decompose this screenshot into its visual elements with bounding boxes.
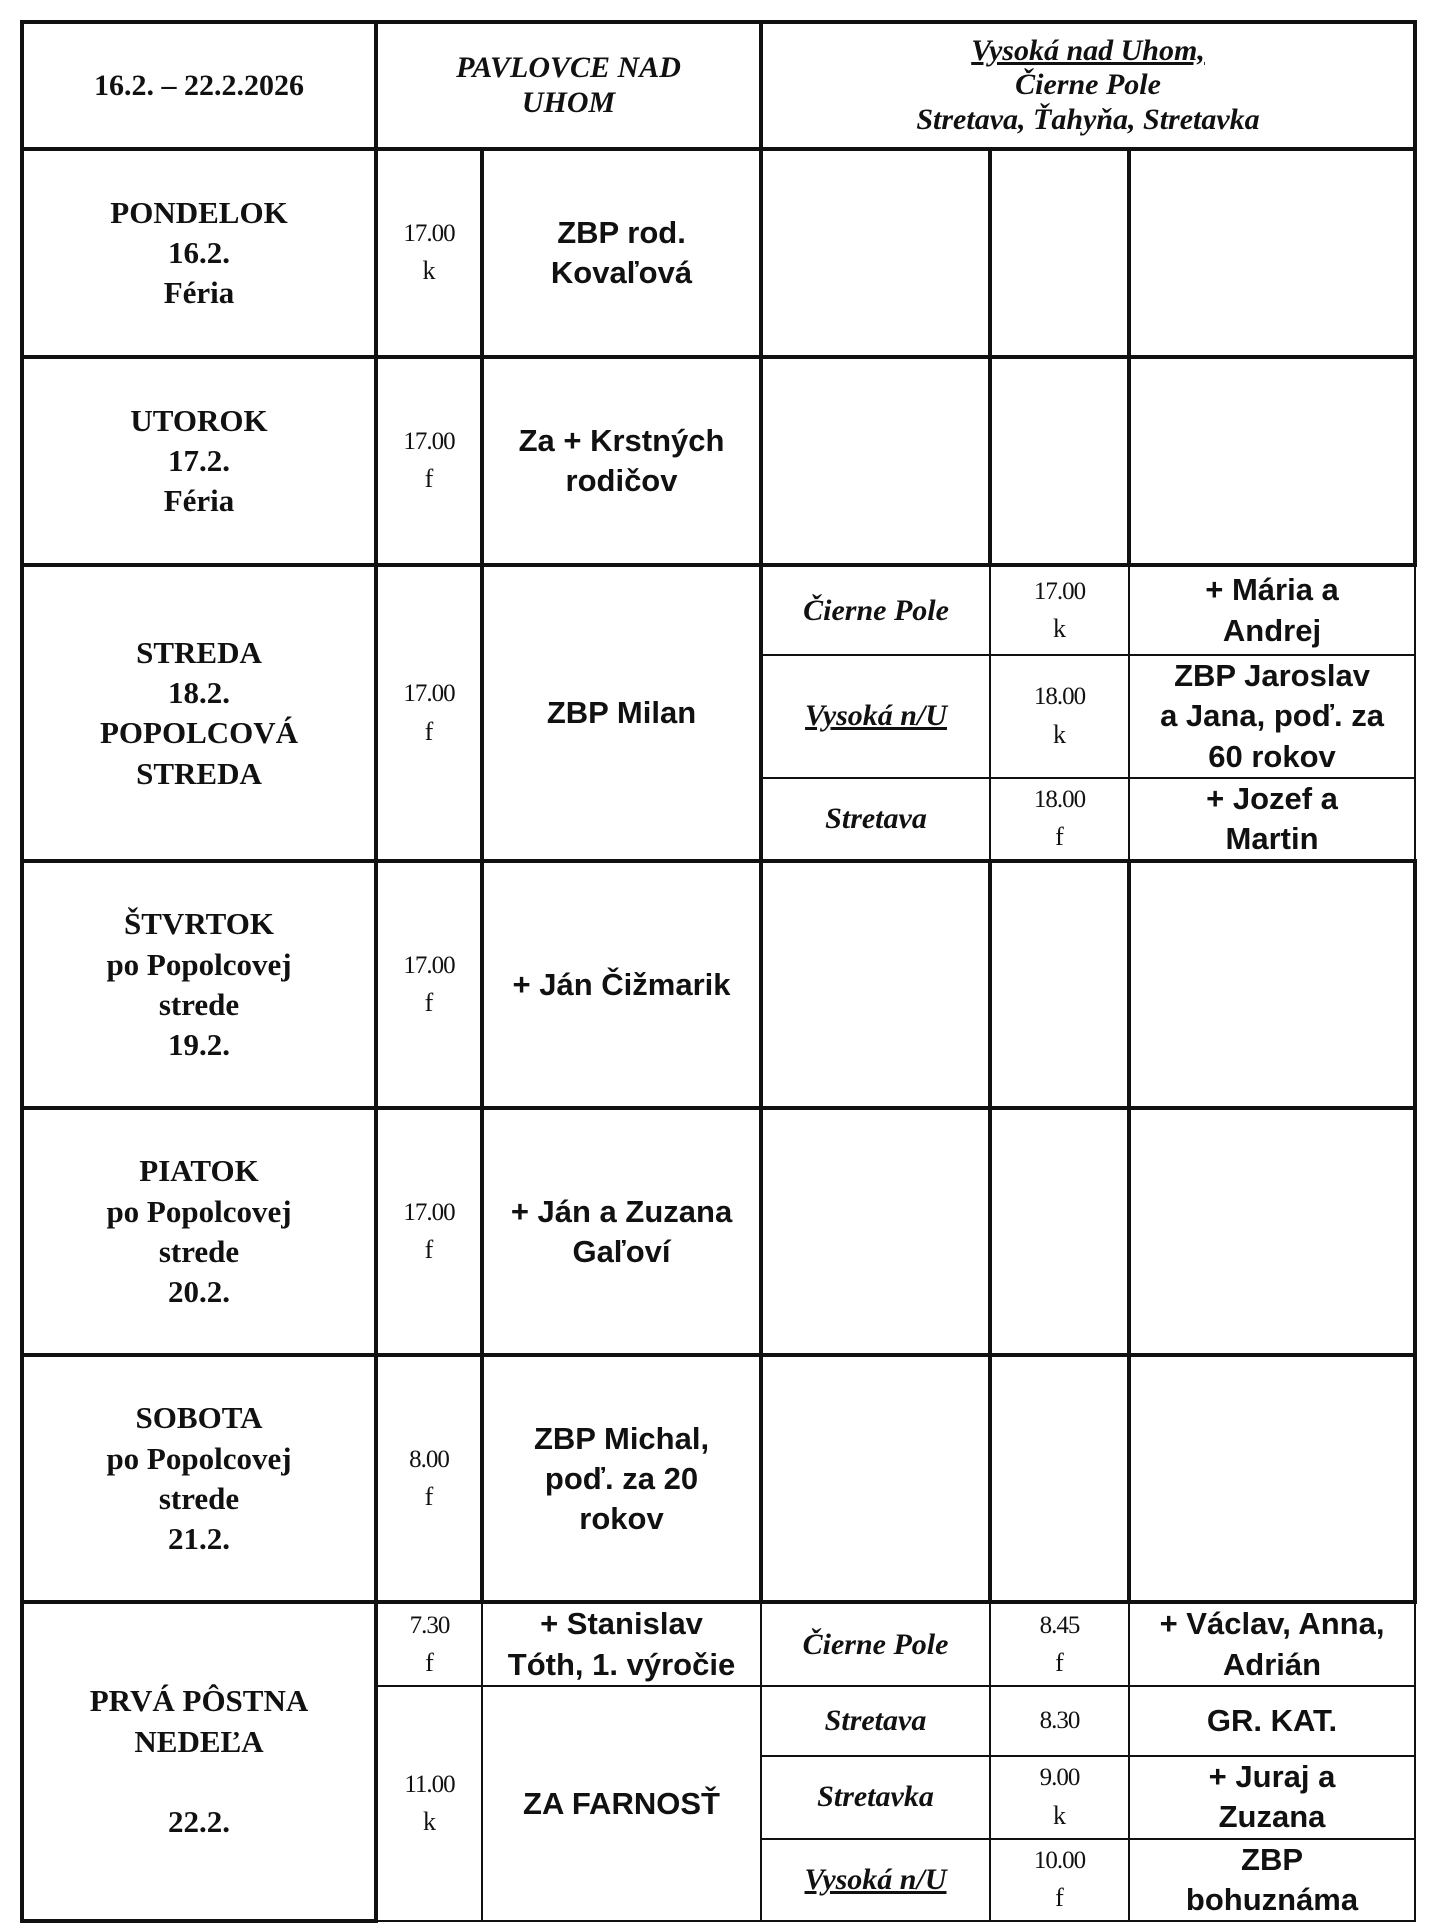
time-value: 17.00: [403, 952, 455, 980]
time-value: 11.00: [404, 1770, 455, 1798]
rite-code: f: [424, 988, 434, 1018]
parish-title: PAVLOVCE NAD UHOM: [376, 22, 761, 149]
filial-intention: + Mária a Andrej: [1129, 565, 1415, 655]
rite-code: f: [424, 716, 434, 746]
time-value: 17.00: [403, 1199, 455, 1227]
day-label: UTOROK 17.2. Féria: [22, 357, 376, 565]
filial-intention: + Juraj a Zuzana: [1129, 1756, 1415, 1839]
time-value: 17.00: [1033, 577, 1086, 605]
empty-intention-cell: [1129, 149, 1415, 357]
time-value: 8.00: [409, 1446, 449, 1474]
time-value: 18.00: [1033, 683, 1086, 711]
filial-title-line2: Čierne Pole: [1015, 68, 1161, 102]
rite-code: k: [1053, 719, 1067, 749]
rite-code: k: [1053, 1800, 1067, 1830]
empty-place-cell: [761, 1355, 990, 1602]
mass-time: [376, 1602, 482, 1686]
empty-intention-cell: [1129, 861, 1415, 1108]
filial-place: Čierne Pole: [761, 565, 990, 655]
empty-time-cell: [990, 1355, 1129, 1602]
empty-place-cell: [761, 149, 990, 357]
filial-time: [990, 1602, 1129, 1686]
rite-code: f: [1055, 822, 1064, 852]
day-label: SOBOTA po Popolcovej strede 21.2.: [22, 1355, 376, 1602]
time-value: 17.00: [403, 220, 455, 248]
mass-time: [376, 1108, 482, 1355]
empty-time-cell: [990, 357, 1129, 565]
mass-time: [376, 1686, 482, 1921]
mass-time: [376, 149, 482, 357]
day-row-saturday: [22, 1355, 1415, 1602]
mass-intention: + Ján Čižmarik: [482, 861, 761, 1108]
filial-title-line3: Stretava, Ťahyňa, Stretavka: [916, 102, 1260, 136]
filial-intention: ZBP Jaroslav a Jana, poď. za 60 rokov: [1129, 655, 1415, 778]
filial-time: [990, 655, 1129, 778]
empty-intention-cell: [1129, 1108, 1415, 1355]
empty-place-cell: [761, 1108, 990, 1355]
day-label: PONDELOK 16.2. Féria: [22, 149, 376, 357]
rite-code: f: [424, 1482, 434, 1512]
day-label: STREDA 18.2. POPOLCOVÁ STREDA: [22, 565, 376, 861]
rite-code: k: [1053, 613, 1067, 643]
filial-place: Stretavka: [761, 1756, 990, 1839]
time-value: 17.00: [403, 680, 455, 708]
date-range: 16.2. – 22.2.2026: [22, 22, 376, 149]
day-label: PRVÁ PÔSTNA NEDEĽA 22.2.: [22, 1602, 376, 1921]
day-row-sunday: [22, 1602, 1415, 1686]
mass-time: [376, 357, 482, 565]
filial-time: [990, 1756, 1129, 1839]
mass-intention: ZBP rod. Kovaľová: [482, 149, 761, 357]
filial-place: Stretava: [761, 1686, 990, 1756]
day-row-thursday: [22, 861, 1415, 1108]
day-label: PIATOK po Popolcovej strede 20.2.: [22, 1108, 376, 1355]
header-row: [22, 22, 1415, 149]
time-value: 8.30: [1039, 1706, 1080, 1734]
filial-time: [990, 565, 1129, 655]
day-row-tuesday: [22, 357, 1415, 565]
time-value: 9.00: [1039, 1764, 1080, 1792]
rite-code: k: [423, 1806, 436, 1836]
day-row-monday: [22, 149, 1415, 357]
rite-code: f: [1055, 1648, 1064, 1678]
filial-title-line1: Vysoká nad Uhom,: [971, 33, 1205, 67]
time-value: 8.45: [1039, 1611, 1080, 1639]
rite-code: f: [424, 464, 434, 494]
filial-intention: + Jozef a Martin: [1129, 778, 1415, 862]
rite-code: f: [1055, 1883, 1064, 1913]
mass-time: [376, 565, 482, 861]
day-row-wednesday: [22, 565, 1415, 655]
filial-place: Vysoká n/U: [761, 655, 990, 778]
rite-code: f: [424, 1235, 434, 1265]
empty-intention-cell: [1129, 357, 1415, 565]
mass-schedule-table: [20, 20, 1417, 1923]
mass-intention: ZBP Milan: [482, 565, 761, 861]
filial-time: [990, 1686, 1129, 1756]
mass-intention: + Ján a Zuzana Gaľoví: [482, 1108, 761, 1355]
filial-intention: ZBP bohuznáma: [1129, 1839, 1415, 1922]
mass-intention: + Stanislav Tóth, 1. výročie: [482, 1602, 761, 1686]
rite-code: f: [425, 1648, 434, 1678]
day-row-friday: [22, 1108, 1415, 1355]
filial-place: Stretava: [761, 778, 990, 862]
empty-intention-cell: [1129, 1355, 1415, 1602]
mass-time: [376, 861, 482, 1108]
filial-place: Vysoká n/U: [761, 1839, 990, 1922]
mass-intention: ZA FARNOSŤ: [482, 1686, 761, 1921]
mass-time: [376, 1355, 482, 1602]
filial-place: Čierne Pole: [761, 1602, 990, 1686]
filial-intention: GR. KAT.: [1129, 1686, 1415, 1756]
empty-time-cell: [990, 149, 1129, 357]
mass-intention: ZBP Michal, poď. za 20 rokov: [482, 1355, 761, 1602]
day-label: ŠTVRTOK po Popolcovej strede 19.2.: [22, 861, 376, 1108]
filial-time: [990, 1839, 1129, 1922]
rite-code: k: [422, 256, 436, 286]
empty-place-cell: [761, 357, 990, 565]
time-value: 18.00: [1033, 786, 1086, 814]
mass-intention: Za + Krstných rodičov: [482, 357, 761, 565]
empty-time-cell: [990, 861, 1129, 1108]
filial-time: [990, 778, 1129, 862]
time-value: 7.30: [409, 1611, 450, 1639]
empty-time-cell: [990, 1108, 1129, 1355]
time-value: 17.00: [403, 428, 455, 456]
filial-title: [761, 22, 1415, 149]
filial-intention: + Václav, Anna, Adrián: [1129, 1602, 1415, 1686]
empty-place-cell: [761, 861, 990, 1108]
time-value: 10.00: [1033, 1847, 1086, 1874]
